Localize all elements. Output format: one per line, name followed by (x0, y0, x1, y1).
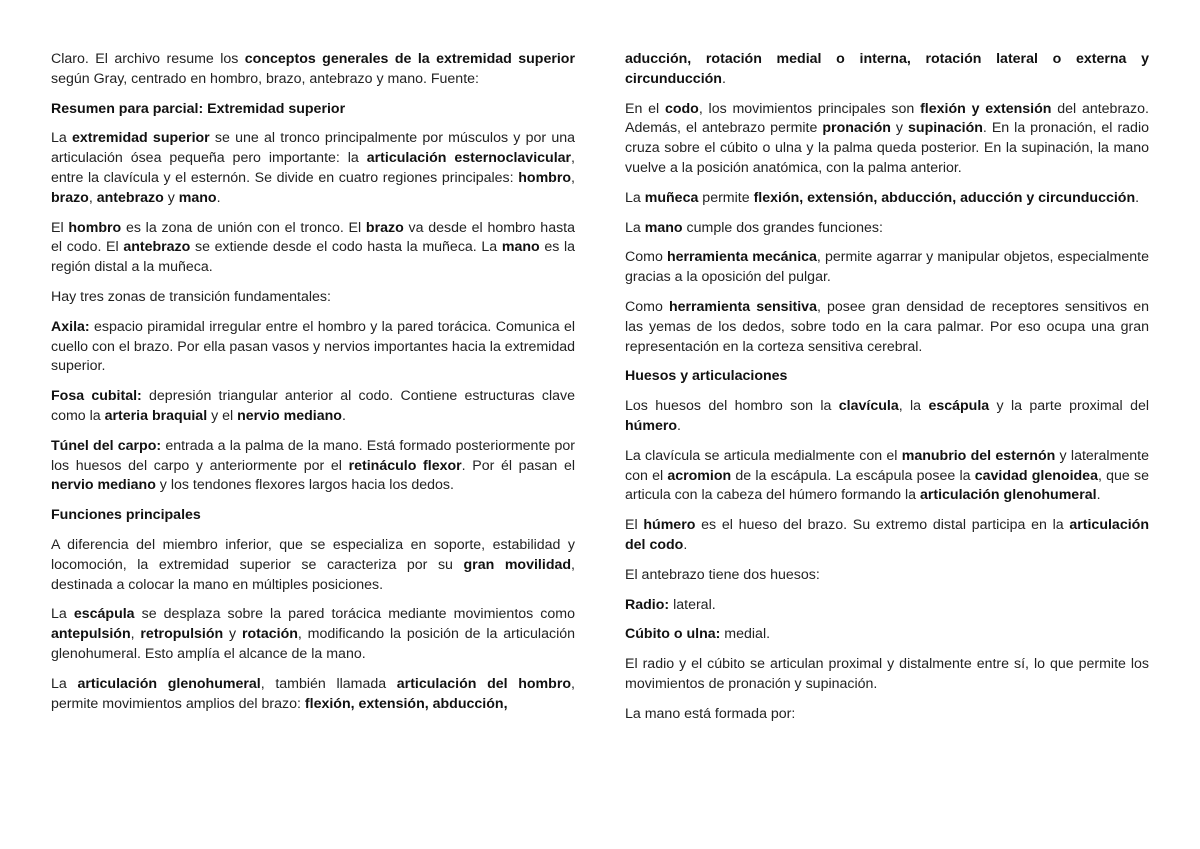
text-run: , destinada a colocar la mano en múltiples posiciones. (51, 556, 575, 593)
section-heading (51, 100, 575, 120)
bold-term: pronación (822, 120, 891, 137)
bold-term: manubrio del esternón (901, 447, 1056, 464)
text-run: es la zona de unión con el tronco. El (121, 219, 366, 236)
bold-term: nervio mediano (51, 477, 156, 494)
bold-term: brazo (365, 219, 404, 236)
text-run: La (625, 189, 645, 206)
text-run: y la parte proximal del (989, 398, 1150, 415)
bold-term: húmero (643, 517, 696, 534)
text-run: según Gray, centrado en hombro, brazo, antebrazo y mano. Fuente: (51, 70, 479, 87)
text-run: se desplaza sobre la pared torácica mediante movimientos como (134, 606, 575, 623)
bold-term: articulación esternoclavicular (366, 150, 572, 167)
bold-term: herramienta mecánica (666, 249, 817, 266)
text-run: permite (698, 189, 754, 206)
paragraph-continuation (625, 50, 1149, 90)
paragraph (51, 536, 575, 595)
text-run: Los huesos del hombro son la (625, 398, 839, 415)
bold-term: Cúbito o ulna: (625, 626, 721, 643)
bold-term: retropulsión (140, 626, 224, 643)
right-text-column (625, 50, 1149, 735)
text-run: , (88, 189, 97, 206)
paragraph (625, 397, 1149, 437)
text-run: , los movimientos principales son (698, 100, 921, 117)
text-run: depresión triangular anterior al codo. Contiene estructuras clave como la (51, 388, 575, 424)
text-run: . (683, 536, 688, 553)
text-run: , posee gran densidad de receptores sensitivos en las yemas de los dedos, sobre todo en la cara palmar. Por eso ocupa una gran representación en la corteza sensitiva cerebral. (625, 298, 1149, 355)
paragraph (51, 50, 575, 90)
text-run: , modificando la posición de la articulación glenohumeral. Esto amplía el alcance de la mano. (51, 626, 576, 662)
text-run: se extiende desde el codo hasta la muñeca. La (190, 239, 502, 256)
text-run: y los tendones flexores largos hacia los dedos. (155, 477, 454, 494)
bold-term: arteria braquial (104, 407, 208, 424)
paragraph (51, 387, 575, 427)
paragraph (625, 298, 1149, 357)
bold-term: Fosa cubital: (51, 388, 142, 405)
bold-term: conceptos generales de la extremidad superior (244, 51, 575, 67)
bold-term: gran movilidad (463, 556, 572, 573)
bold-term: acromion (667, 467, 732, 484)
bold-term: mano (644, 219, 683, 236)
text-run: En el (625, 100, 665, 117)
text-run: Hay tres zonas de transición fundamentales: (51, 288, 331, 305)
text-run: es la región distal a la muñeca. (51, 239, 575, 276)
bold-term: escápula (928, 398, 990, 415)
bold-term: húmero (625, 417, 678, 434)
paragraph (625, 705, 1149, 725)
paragraph (625, 219, 1149, 239)
text-run: , (130, 626, 141, 643)
text-run: La (51, 606, 74, 623)
bold-term: articulación del hombro (396, 675, 572, 692)
text-run: La (51, 675, 78, 692)
paragraph (51, 437, 575, 496)
text-run: . (721, 70, 726, 87)
paragraph (51, 318, 575, 377)
text-run: , también llamada (260, 675, 397, 692)
bold-term: rotación (241, 626, 298, 643)
paragraph (51, 288, 575, 308)
paragraph (625, 596, 1149, 616)
bold-term: Axila: (51, 318, 90, 335)
bold-term: retináculo flexor (348, 457, 462, 474)
text-run: El antebrazo tiene dos huesos: (625, 566, 820, 583)
text-run: La (51, 130, 73, 147)
text-run: A diferencia del miembro inferior, que se especializa en soporte, estabilidad y locomoción, la extremidad superior se caracteriza por su (51, 536, 575, 573)
bold-term: flexión, extensión, abducción, aducción y circunducción (753, 189, 1136, 206)
text-run: . (677, 417, 681, 434)
text-run: , entre la clavícula y el esternón. Se divide en cuatro regiones principales: (51, 150, 575, 186)
text-run: La mano está formada por: (625, 705, 796, 722)
text-run: , que se articula con la cabeza del húmero formando la (625, 467, 1149, 504)
text-run: y (163, 189, 179, 206)
text-run: , permite agarrar y manipular objetos, especialmente gracias a la oposición del pulgar. (625, 249, 1149, 286)
paragraph (51, 219, 575, 278)
bold-term: mano (178, 189, 217, 206)
bold-term: Túnel del carpo: (51, 437, 162, 454)
paragraph (625, 566, 1149, 586)
text-run: va desde el hombro hasta el codo. El (51, 219, 576, 256)
bold-term: antebrazo (96, 189, 164, 206)
bold-term: hombro (68, 219, 122, 236)
text-run: cumple dos grandes funciones: (682, 219, 883, 236)
text-run: La (625, 219, 645, 236)
text-run: y (223, 626, 242, 643)
bold-term: muñeca (644, 189, 699, 206)
text-run: Claro. El archivo resume los (51, 51, 245, 67)
text-run: , permite movimientos amplios del brazo: (51, 675, 575, 712)
bold-term: flexión, extensión, abducción, (304, 695, 508, 712)
bold-term: mano (501, 239, 540, 256)
text-run: El (625, 517, 644, 534)
text-run: se une al tronco principalmente por músculos y por una articulación ósea pequeña pero importante: la (51, 130, 576, 167)
bold-term: extremidad superior (72, 130, 210, 147)
paragraph (625, 655, 1149, 695)
text-run: del antebrazo. Además, el antebrazo permite (625, 100, 1149, 137)
bold-term: hombro (518, 169, 572, 186)
paragraph (625, 100, 1149, 179)
bold-term: flexión y extensión (920, 100, 1052, 117)
paragraph (625, 516, 1149, 556)
paragraph (625, 248, 1149, 288)
text-run: espacio piramidal irregular entre el hombro y la pared torácica. Comunica el cuello con el brazo. Por ella pasan vasos y nervios importantes hacia la extremidad superior. (51, 318, 575, 375)
text-run: Como (625, 249, 667, 266)
paragraph (625, 625, 1149, 645)
text-run: y (890, 120, 909, 137)
bold-term: brazo (51, 189, 89, 206)
bold-term: nervio mediano (237, 407, 342, 424)
text-run: . (1096, 487, 1101, 504)
text-run: . (1135, 189, 1140, 206)
section-heading (51, 506, 575, 526)
bold-term: supinación (908, 120, 983, 137)
text-run: entrada a la palma de la mano. Está formado posteriormente por los huesos del carpo y anteriormente por el (51, 437, 575, 474)
left-text-column (51, 50, 575, 724)
paragraph (51, 675, 575, 715)
bold-term: Resumen para parcial: Extremidad superior (51, 100, 346, 117)
text-run: medial. (720, 626, 771, 643)
bold-term: articulación glenohumeral (77, 675, 261, 692)
bold-term: antepulsión (51, 626, 131, 643)
section-heading (625, 367, 1149, 387)
paragraph (51, 129, 575, 208)
paragraph (625, 189, 1149, 209)
bold-term: Huesos y articulaciones (625, 368, 788, 385)
text-run: y el (207, 407, 238, 424)
bold-term: clavícula (838, 398, 899, 415)
bold-term: articulación del codo (625, 517, 1149, 553)
text-run: lateral. (669, 596, 716, 613)
bold-term: articulación glenohumeral (919, 487, 1097, 504)
text-run: . Por él pasan el (461, 457, 575, 474)
bold-term: escápula (73, 606, 135, 623)
paragraph (625, 447, 1149, 506)
text-run: . (216, 189, 221, 206)
bold-term: cavidad glenoidea (974, 467, 1098, 484)
bold-term: herramienta sensitiva (668, 298, 817, 315)
text-run: El (51, 219, 69, 236)
text-run: El radio y el cúbito se articulan proximal y distalmente entre sí, lo que permite los movimientos de pronación y supinación. (625, 656, 1149, 692)
paragraph (51, 605, 575, 664)
text-run: de la escápula. La escápula posee la (731, 467, 975, 484)
text-run: , la (898, 398, 929, 415)
text-run: y lateralmente con el (625, 447, 1149, 484)
bold-term: codo (664, 100, 699, 117)
bold-term: antebrazo (123, 239, 191, 256)
text-run: es el hueso del brazo. Su extremo distal participa en la (695, 517, 1070, 534)
text-run: , (571, 169, 575, 186)
text-run: . En la pronación, el radio cruza sobre el cúbito o ulna y la palma queda posterior. En la supinación, la mano vuelve a la posición anatómica, con la palma anterior. (625, 120, 1149, 176)
bold-term: Radio: (625, 596, 670, 613)
bold-term: aducción, rotación medial o interna, rotación lateral o externa y circunducción (625, 51, 1149, 87)
text-run: La clavícula se articula medialmente con el (625, 447, 902, 464)
text-run: . (341, 407, 346, 424)
text-run: Como (625, 298, 669, 315)
bold-term: Funciones principales (51, 507, 201, 524)
